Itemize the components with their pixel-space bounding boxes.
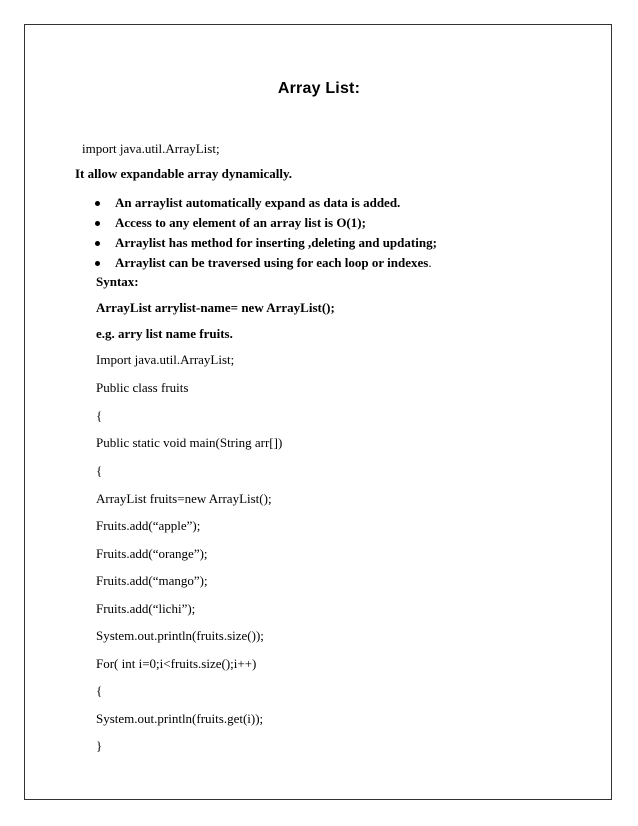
code-line: {	[96, 683, 103, 698]
list-item	[92, 233, 437, 253]
code-line: For( int i=0;i<fruits.size();i++)	[96, 656, 257, 671]
bullet-icon	[95, 201, 100, 206]
page-title: Array List:	[277, 80, 361, 97]
code-line: Fruits.add(“lichi”);	[96, 601, 196, 616]
list-item-text: Arraylist has method for inserting ,deleting and updating;	[115, 235, 437, 250]
list-item-suffix: .	[428, 255, 432, 270]
feature-list	[92, 193, 437, 273]
example-label: e.g. arry list name fruits.	[96, 326, 233, 341]
list-item	[92, 213, 437, 233]
list-item-text: An arraylist automatically expand as data is added.	[115, 195, 401, 210]
list-item-text: Arraylist can be traversed using for each loop or indexes	[115, 255, 429, 270]
intro-text: It allow expandable array dynamically.	[75, 166, 293, 181]
import-line: import java.util.ArrayList;	[82, 141, 220, 156]
code-line: System.out.println(fruits.get(i));	[96, 711, 264, 726]
syntax-line: ArrayList arrylist-name= new ArrayList();	[96, 300, 335, 315]
list-item	[92, 193, 437, 213]
code-line: Public class fruits	[96, 380, 189, 395]
code-line: {	[96, 408, 103, 423]
code-line: Fruits.add(“mango”);	[96, 573, 208, 588]
bullet-icon	[95, 221, 100, 226]
code-line: Fruits.add(“apple”);	[96, 518, 201, 533]
code-line: System.out.println(fruits.size());	[96, 628, 264, 643]
code-line: {	[96, 463, 103, 478]
code-line: Public static void main(String arr[])	[96, 435, 283, 450]
code-line: Import java.util.ArrayList;	[96, 352, 235, 367]
code-line: ArrayList fruits=new ArrayList();	[96, 491, 272, 506]
list-item	[92, 253, 437, 273]
bullet-icon	[95, 241, 100, 246]
list-item-text: Access to any element of an array list is O(1);	[115, 215, 366, 230]
code-line: Fruits.add(“orange”);	[96, 546, 208, 561]
syntax-label: Syntax:	[96, 274, 139, 289]
code-line: }	[96, 738, 103, 753]
bullet-icon	[95, 261, 100, 266]
